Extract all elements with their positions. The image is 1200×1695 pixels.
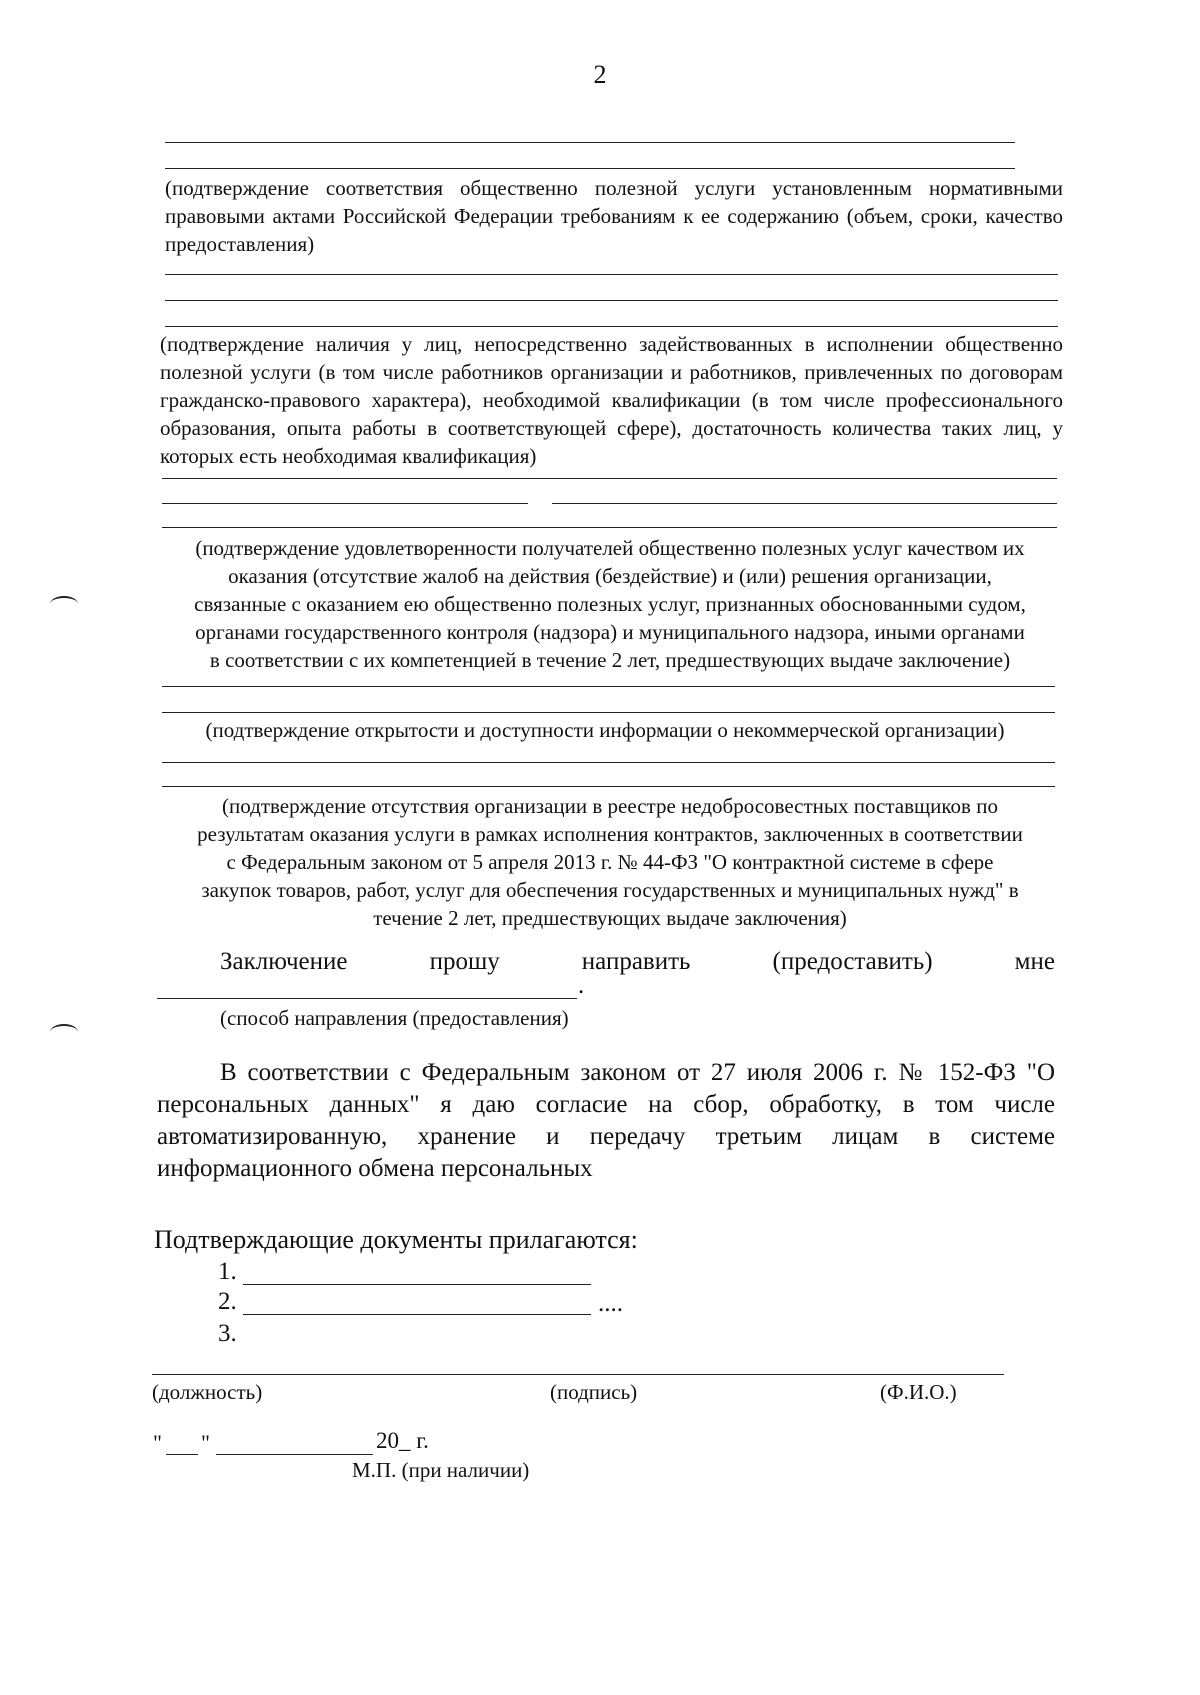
signature-line [152, 1374, 1004, 1375]
page-number: 2 [593, 60, 607, 89]
date-day-line [166, 1454, 198, 1455]
date-month-line [216, 1454, 373, 1455]
fill-line [162, 503, 528, 504]
request-sentence: Заключение прошу направить (предоставить) мне [220, 948, 1055, 975]
document-item-line [243, 1284, 591, 1285]
fill-line [162, 786, 1055, 787]
date-open-quote: " [153, 1430, 162, 1455]
fill-line [162, 712, 1055, 713]
consent-paragraph: В соответствии с Федеральным законом от 27 июля 2006 г. № 152-ФЗ "О персональных данных" я даю согласие на сбор, обработку, в том числе автоматизированную, хранение и передачу третьим лицам в системе информационного обмена персональных [157, 1059, 1055, 1182]
fill-line [165, 300, 1058, 301]
fill-line [552, 503, 1057, 504]
margin-mark [50, 1024, 78, 1040]
fill-line [165, 326, 1058, 327]
caption-delivery-method: (способ направления (предоставления) [220, 1006, 569, 1030]
caption-qualification: (подтверждение наличия у лиц, непосредственно задействованных в исполнении общественно полезной услуги (в том числе работников организации и работников, привлеченных по договорам гражданско-правового характера), необходимой квалификации (в том числе профессионального образования, опыта работы в соответствующей сфере), достаточность количества таких лиц, у которых есть необходимая квалификация) [160, 332, 1063, 468]
documents-heading: Подтверждающие документы прилагаются: [154, 1225, 638, 1254]
caption-registry: (подтверждение отсутствия организации в реестре недобросовестных поставщиков по результатам оказания услуги в рамках исполнения контрактов, заключенных в соответствии с Федеральным законом от 5 апреля 2013 г. № 44-ФЗ "О контрактной системе в сфере закупок товаров, работ, услуг для обеспечения государственных и муниципальных нужд" в течение 2 лет, предшествующих выдаче заключения) [197, 794, 1023, 930]
document-item-number: 3. [218, 1320, 237, 1347]
document-item-number: 1. [218, 1258, 237, 1285]
caption-signature: (подпись) [550, 1380, 638, 1404]
caption-position: (должность) [152, 1380, 263, 1404]
caption-fio: (Ф.И.О.) [880, 1380, 957, 1404]
fill-line [162, 478, 1057, 479]
caption-openness: (подтверждение открытости и доступности информации о некоммерческой организации) [205, 718, 1005, 742]
date-close-quote: " [201, 1430, 210, 1455]
caption-service-compliance: (подтверждение соответствия общественно полезной услуги установленным нормативными правовыми актами Российской Федерации требованиям к ее содержанию (объем, сроки, качество предоставления) [165, 176, 1063, 256]
document-item-line [243, 1314, 591, 1315]
fill-line [162, 527, 1057, 528]
fill-line [162, 762, 1055, 763]
margin-mark [50, 596, 78, 612]
stamp-caption: М.П. (при наличии) [352, 1458, 530, 1482]
fill-line [162, 686, 1055, 687]
document-ellipsis: .... [598, 1290, 623, 1317]
delivery-method-line [157, 998, 577, 999]
fill-line [165, 168, 1015, 169]
date-year: 20_ г. [376, 1428, 429, 1453]
fill-line [165, 274, 1058, 275]
request-period: . [578, 972, 585, 999]
caption-satisfaction: (подтверждение удовлетворенности получателей общественно полезных услуг качеством их оказания (отсутствие жалоб на действия (бездействие) и (или) решения организации, связанные с оказанием ею общественно полезных услуг, признанных обоснованными судом, органами государственного контроля (надзора) и муниципального надзора, иными органами в соответствии с их компетенцией в течение 2 лет, предшествующих выдаче заключение) [194, 536, 1026, 672]
document-item-number: 2. [218, 1288, 237, 1315]
fill-line [165, 142, 1015, 143]
